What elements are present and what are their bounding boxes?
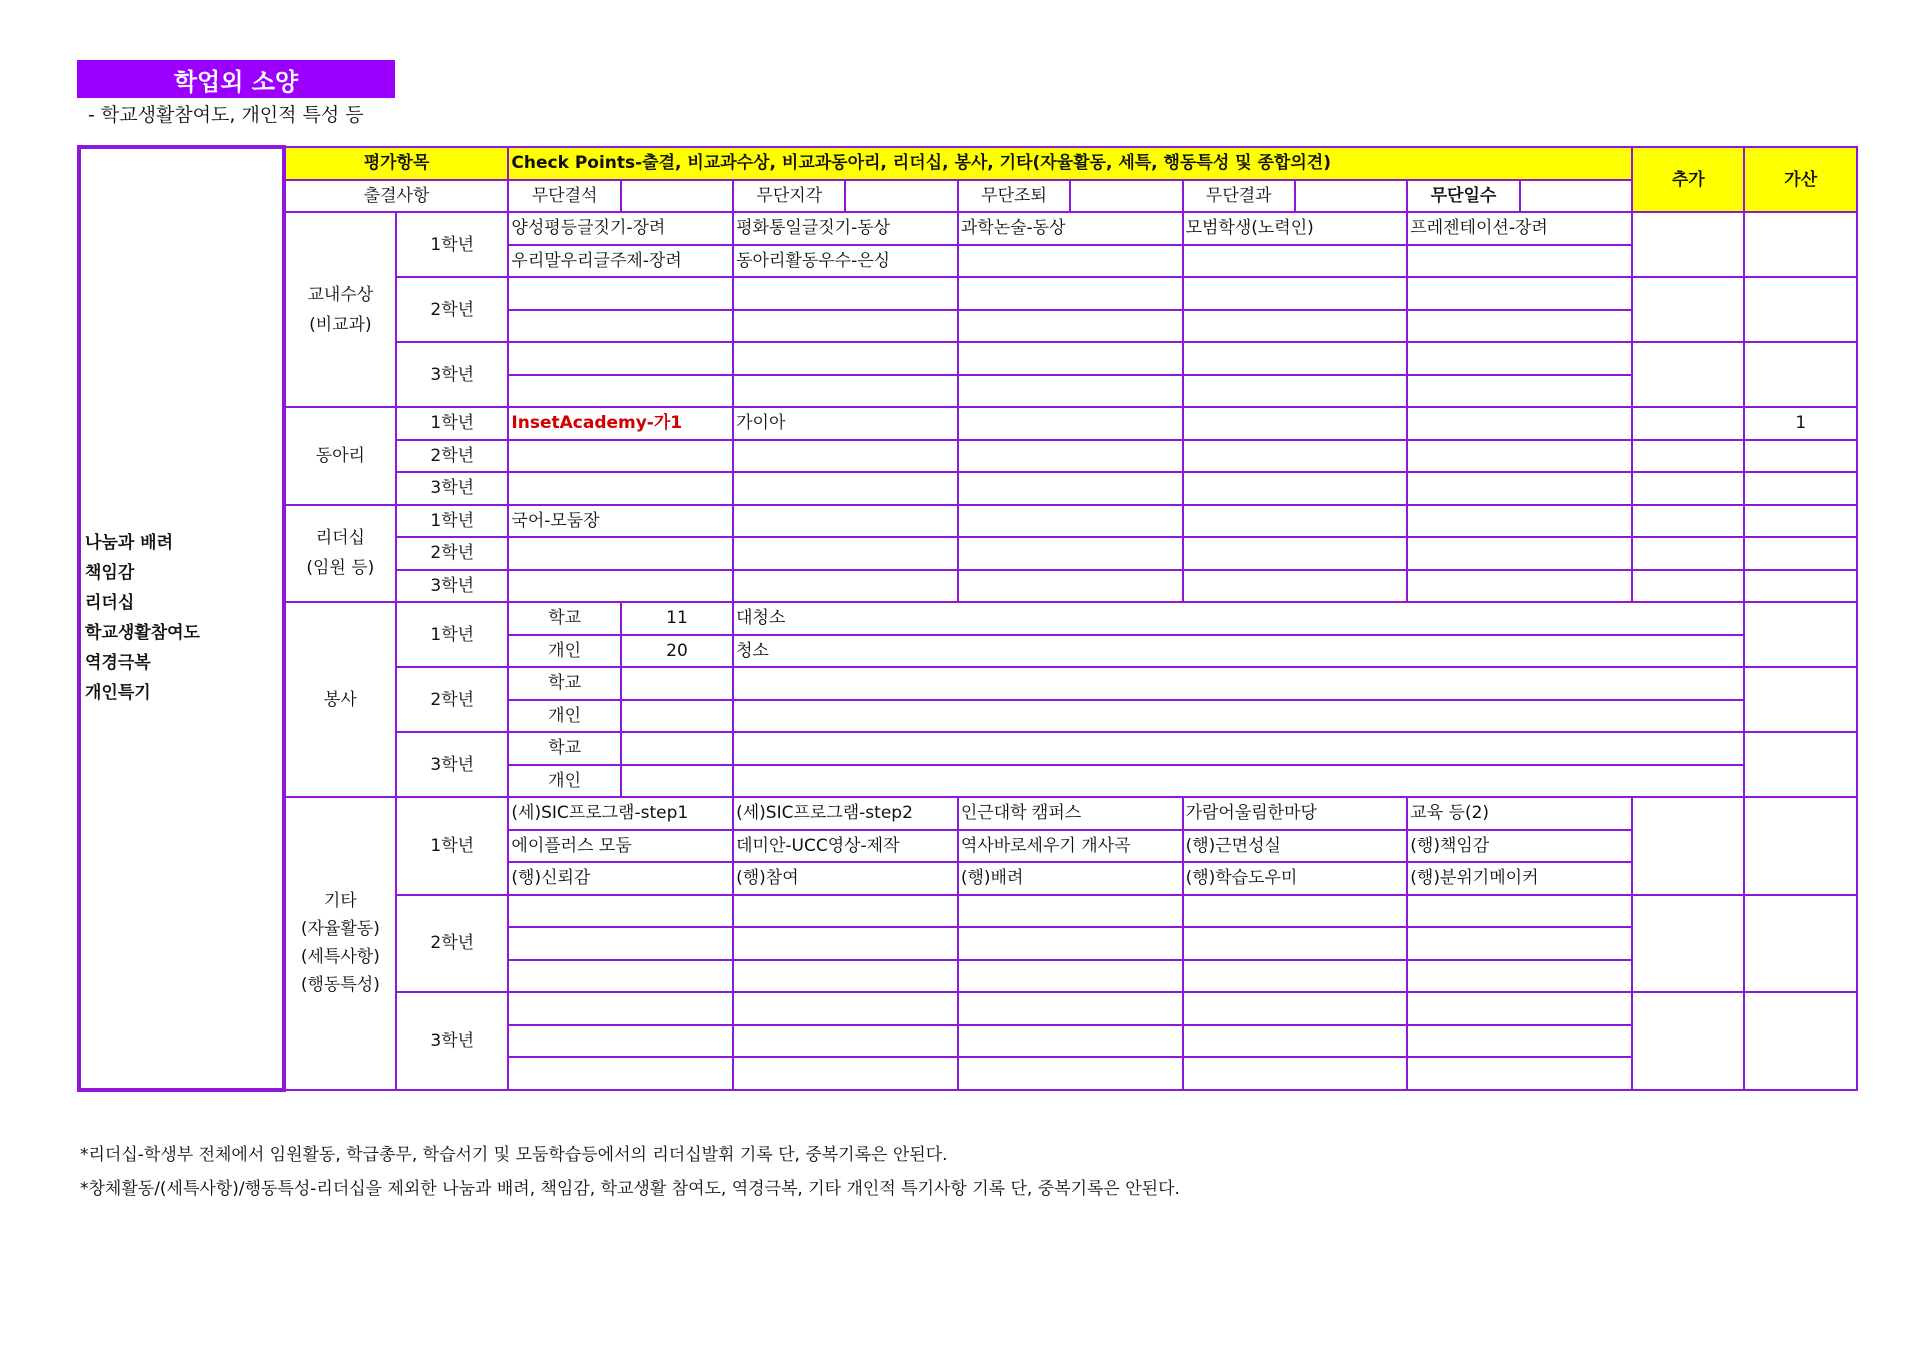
award-cell: 프레젠테이션-장려	[1407, 212, 1632, 245]
etc-cell: (행)책임감	[1407, 830, 1632, 863]
etc-cell: 가람어울림한마당	[1183, 797, 1408, 830]
etc-cell: (행)참여	[733, 862, 958, 895]
footnote: *리더십-학생부 전체에서 임원활동, 학급총무, 학습서기 및 모둠학습등에서의 리더십발휘 기록 단, 중복기록은 안된다.	[80, 1145, 948, 1165]
year-label: 1학년	[396, 505, 508, 538]
year-label: 1학년	[396, 602, 508, 667]
evaluation-table	[77, 145, 1858, 1092]
bonus-value: 1	[1744, 407, 1857, 440]
volunteer-type: 학교	[508, 602, 620, 635]
volunteer-hours: 11	[621, 602, 733, 635]
attendance-item: 무단조퇴	[958, 180, 1070, 213]
volunteer-type: 개인	[508, 700, 620, 733]
year-label: 1학년	[396, 212, 508, 277]
club-cell: 가이아	[733, 407, 958, 440]
etc-cell: (세)SIC프로그램-step2	[733, 797, 958, 830]
award-cell: 평화통일글짓기-동상	[733, 212, 958, 245]
attendance-item: 무단결과	[1183, 180, 1295, 213]
page-subtitle: - 학교생활참여도, 개인적 특성 등	[88, 104, 364, 126]
etc-cell: (행)학습도우미	[1183, 862, 1408, 895]
etc-cell: (행)신뢰감	[508, 862, 733, 895]
attendance-item: 무단지각	[733, 180, 845, 213]
group-volunteer: 봉사	[284, 602, 396, 797]
etc-cell: 인근대학 캠퍼스	[958, 797, 1183, 830]
year-label: 1학년	[396, 797, 508, 895]
group-award: 교내수상 (비교과)	[284, 212, 396, 407]
etc-cell: (행)분위기메이커	[1407, 862, 1632, 895]
award-cell: 우리말우리글주제-장려	[508, 245, 733, 278]
category-item: 학교생활참여도	[85, 623, 200, 644]
etc-cell: (행)배려	[958, 862, 1183, 895]
header-bonus: 가산	[1744, 147, 1857, 212]
etc-cell: (행)근면성실	[1183, 830, 1408, 863]
year-label: 3학년	[396, 732, 508, 797]
year-label: 2학년	[396, 440, 508, 473]
volunteer-hours: 20	[621, 635, 733, 668]
header-add: 추가	[1632, 147, 1744, 212]
year-label: 2학년	[396, 667, 508, 732]
attendance-item: 무단일수	[1407, 180, 1519, 213]
category-item: 책임감	[85, 563, 135, 584]
category-item: 나눔과 배려	[85, 533, 174, 554]
volunteer-type: 학교	[508, 667, 620, 700]
year-label: 1학년	[396, 407, 508, 440]
category-item: 역경극복	[85, 653, 151, 674]
page-title: 학업외 소양	[77, 60, 395, 98]
attendance-label: 출결사항	[284, 180, 509, 213]
volunteer-desc: 대청소	[733, 602, 1744, 635]
volunteer-desc: 청소	[733, 635, 1744, 668]
year-label: 3학년	[396, 570, 508, 603]
award-cell: 양성평등글짓기-장려	[508, 212, 733, 245]
volunteer-type: 학교	[508, 732, 620, 765]
year-label: 2학년	[396, 277, 508, 342]
award-cell: 모범학생(노력인)	[1183, 212, 1408, 245]
year-label: 2학년	[396, 895, 508, 993]
year-label: 3학년	[396, 992, 508, 1090]
etc-cell: 에이플러스 모둠	[508, 830, 733, 863]
category-item: 개인특기	[85, 683, 151, 704]
group-etc: 기타 (자율활동) (세특사항) (행동특성)	[284, 797, 396, 1090]
year-label: 2학년	[396, 537, 508, 570]
group-club: 동아리	[284, 407, 396, 505]
etc-cell: 역사바로세우기 개사곡	[958, 830, 1183, 863]
attendance-item: 무단결석	[508, 180, 620, 213]
header-item: 평가항목	[284, 147, 509, 180]
award-cell: 동아리활동우수-은싱	[733, 245, 958, 278]
year-label: 3학년	[396, 472, 508, 505]
leader-cell: 국어-모둠장	[508, 505, 733, 538]
club-cell: InsetAcademy-가1	[508, 407, 733, 440]
volunteer-type: 개인	[508, 765, 620, 798]
etc-cell: (세)SIC프로그램-step1	[508, 797, 733, 830]
group-leader: 리더십 (임원 등)	[284, 505, 396, 603]
award-cell: 과학논술-동상	[958, 212, 1183, 245]
footnote: *창체활동/(세특사항)/행동특성-리더십을 제외한 나눔과 배려, 책임감, 학교생활 참여도, 역경극복, 기타 개인적 특기사항 기록 단, 중복기록은 안된다.	[80, 1179, 1180, 1199]
volunteer-type: 개인	[508, 635, 620, 668]
header-checkpoints: Check Points-출결, 비교과수상, 비교과동아리, 리더십, 봉사, 기타(자율활동, 세특, 행동특성 및 종합의견)	[508, 147, 1632, 180]
etc-cell: 데미안-UCC영상-제작	[733, 830, 958, 863]
etc-cell: 교육 등(2)	[1407, 797, 1632, 830]
year-label: 3학년	[396, 342, 508, 407]
category-list	[79, 147, 284, 1090]
category-item: 리더십	[85, 593, 135, 614]
